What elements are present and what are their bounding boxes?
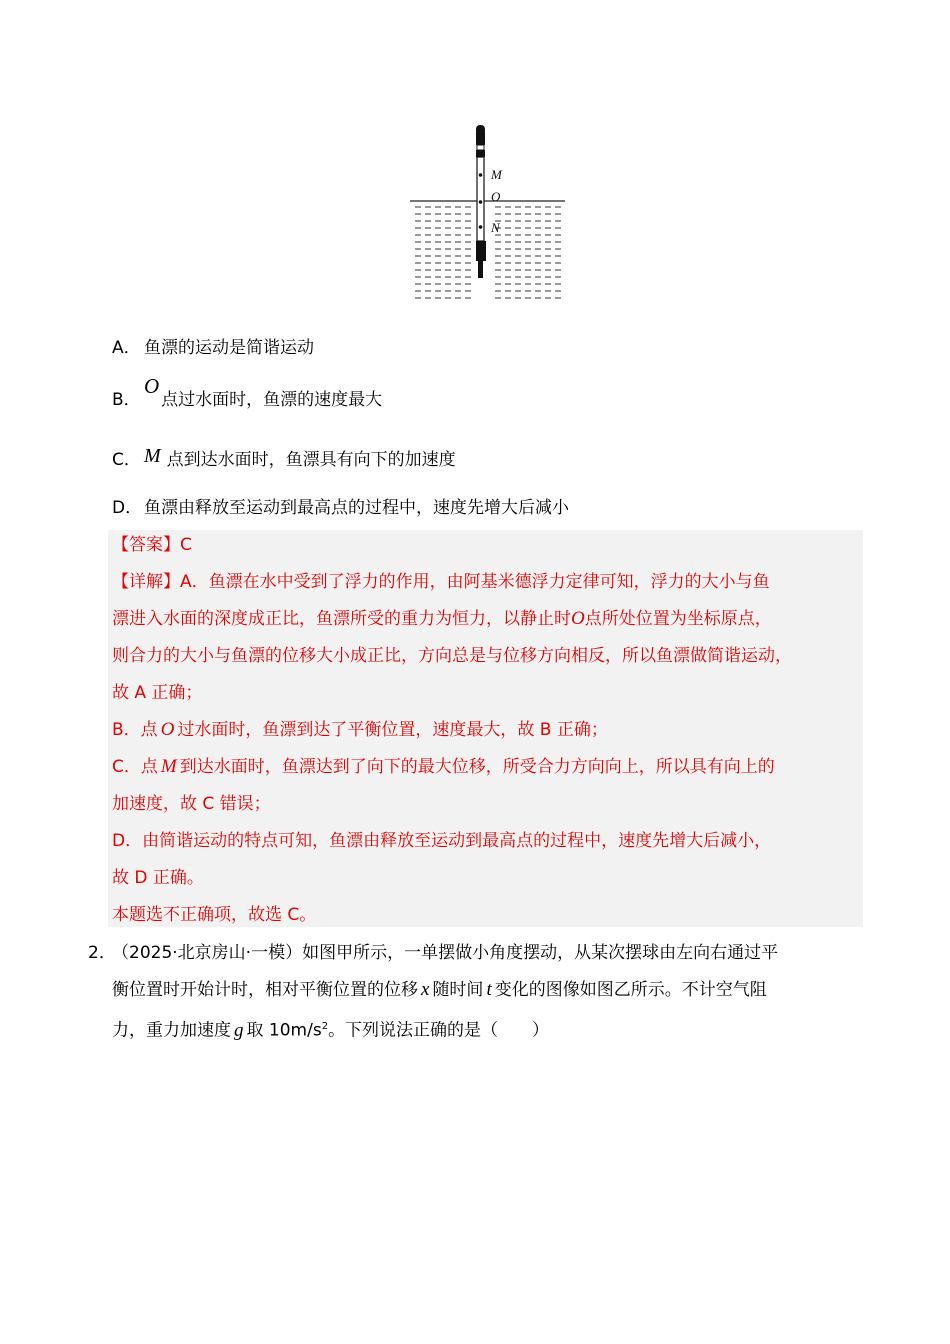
label-m: M [491, 167, 502, 182]
question-2-text-2c: 变化的图像如图乙所示。不计空气阻 [494, 980, 767, 1000]
detail-line-c2 [112, 792, 271, 816]
question-2-text-2a: 衡位置时开始计时，相对平衡位置的位移 [112, 980, 418, 1000]
option-a-text: 鱼漂的运动是简谐运动 [144, 338, 314, 358]
detail-b-var-o: O [160, 719, 175, 740]
detail-c-var-m: M [160, 756, 177, 777]
answer-tag: 【答案】 [112, 535, 180, 555]
question-2-line-1 [112, 941, 778, 965]
detail-line-1 [112, 570, 770, 594]
question-2-var-g: g [234, 1019, 244, 1041]
detail-line-d2 [112, 866, 204, 890]
detail-a-text-1: A．鱼漂在水中受到了浮力的作用，由阿基米德浮力定律可知，浮力的大小与鱼 [180, 572, 770, 592]
detail-c-text-2: 加速度，故 C 错误； [112, 794, 271, 814]
detail-a-text-3: 则合力的大小与鱼漂的位移大小成正比，方向总是与位移方向相反，所以鱼漂做简谐运动， [112, 646, 792, 666]
question-2-line-2 [112, 978, 767, 1002]
label-n: N [491, 220, 500, 235]
question-2-text-1: （2025·北京房山·一模）如图甲所示，一单摆做小角度摆动，从某次摆球由左向右通过平 [112, 943, 779, 963]
detail-d-text-1: D．由简谐运动的特点可知，鱼漂由释放至运动到最高点的过程中，速度先增大后减小， [112, 831, 772, 851]
point-o [479, 200, 483, 204]
conclusion-line [112, 903, 316, 927]
detail-tag: 【详解】 [112, 572, 180, 592]
option-c [112, 447, 456, 472]
option-b-label: B． [112, 390, 141, 410]
option-c-label: C． [112, 450, 141, 470]
detail-a-text-2a: 漂进入水面的深度成正比，鱼漂所受的重力为恒力，以静止时 [112, 609, 571, 629]
option-b-text: 点过水面时，鱼漂的速度最大 [161, 390, 383, 410]
question-2-var-t: t [486, 979, 492, 1000]
detail-a-text-4: 故 A 正确； [112, 683, 203, 703]
option-c-var: M [144, 445, 161, 467]
question-2-var-x: x [421, 979, 430, 1000]
option-d [112, 496, 569, 520]
question-2-text-3c: 。下列说法正确的是（ ） [328, 1020, 550, 1041]
float-weight [476, 241, 486, 261]
detail-line-b [112, 718, 608, 742]
question-2-line-3 [112, 1015, 549, 1043]
question-2-text-3a: 力，重力加速度 [112, 1020, 231, 1041]
detail-line-d1 [112, 829, 771, 853]
label-o: O [491, 189, 501, 204]
answer-value: C [180, 535, 192, 555]
answer-line [112, 533, 192, 557]
detail-b-text-a: B．点 [112, 720, 158, 740]
detail-line-3 [112, 644, 792, 668]
detail-b-text-b: 过水面时，鱼漂到达了平衡位置，速度最大，故 B 正确； [177, 720, 608, 740]
option-a [112, 336, 314, 360]
option-d-text: 鱼漂由释放至运动到最高点的过程中，速度先增大后减小 [144, 498, 569, 518]
detail-line-c1 [112, 755, 775, 779]
detail-d-text-2: 故 D 正确。 [112, 868, 204, 888]
detail-c-text-b: 到达水面时，鱼漂达到了向下的最大位移，所受合力方向向上，所以具有向上的 [179, 757, 775, 777]
option-b-var: O [144, 374, 160, 398]
conclusion-text: 本题选不正确项，故选 C。 [112, 905, 317, 925]
question-2-text-3b: 取 10m/s [246, 1020, 322, 1041]
detail-line-4 [112, 681, 202, 705]
option-c-text: 点到达水面时，鱼漂具有向下的加速度 [166, 450, 456, 470]
point-n [479, 225, 483, 229]
question-2-superscript: 2 [321, 1021, 329, 1032]
option-b [112, 374, 383, 412]
detail-a-text-2b: 点所处位置为坐标原点， [584, 609, 772, 629]
option-a-label: A． [112, 338, 141, 358]
detail-a-var-o: O [571, 608, 585, 629]
detail-c-text-a: C．点 [112, 757, 158, 777]
option-d-label: D． [112, 498, 143, 518]
question-2-number: 2． [88, 943, 116, 963]
question-2-text-2b: 随时间 [432, 980, 484, 1000]
fishing-float-figure [405, 120, 570, 305]
point-m [479, 173, 483, 177]
detail-line-2 [112, 607, 772, 631]
